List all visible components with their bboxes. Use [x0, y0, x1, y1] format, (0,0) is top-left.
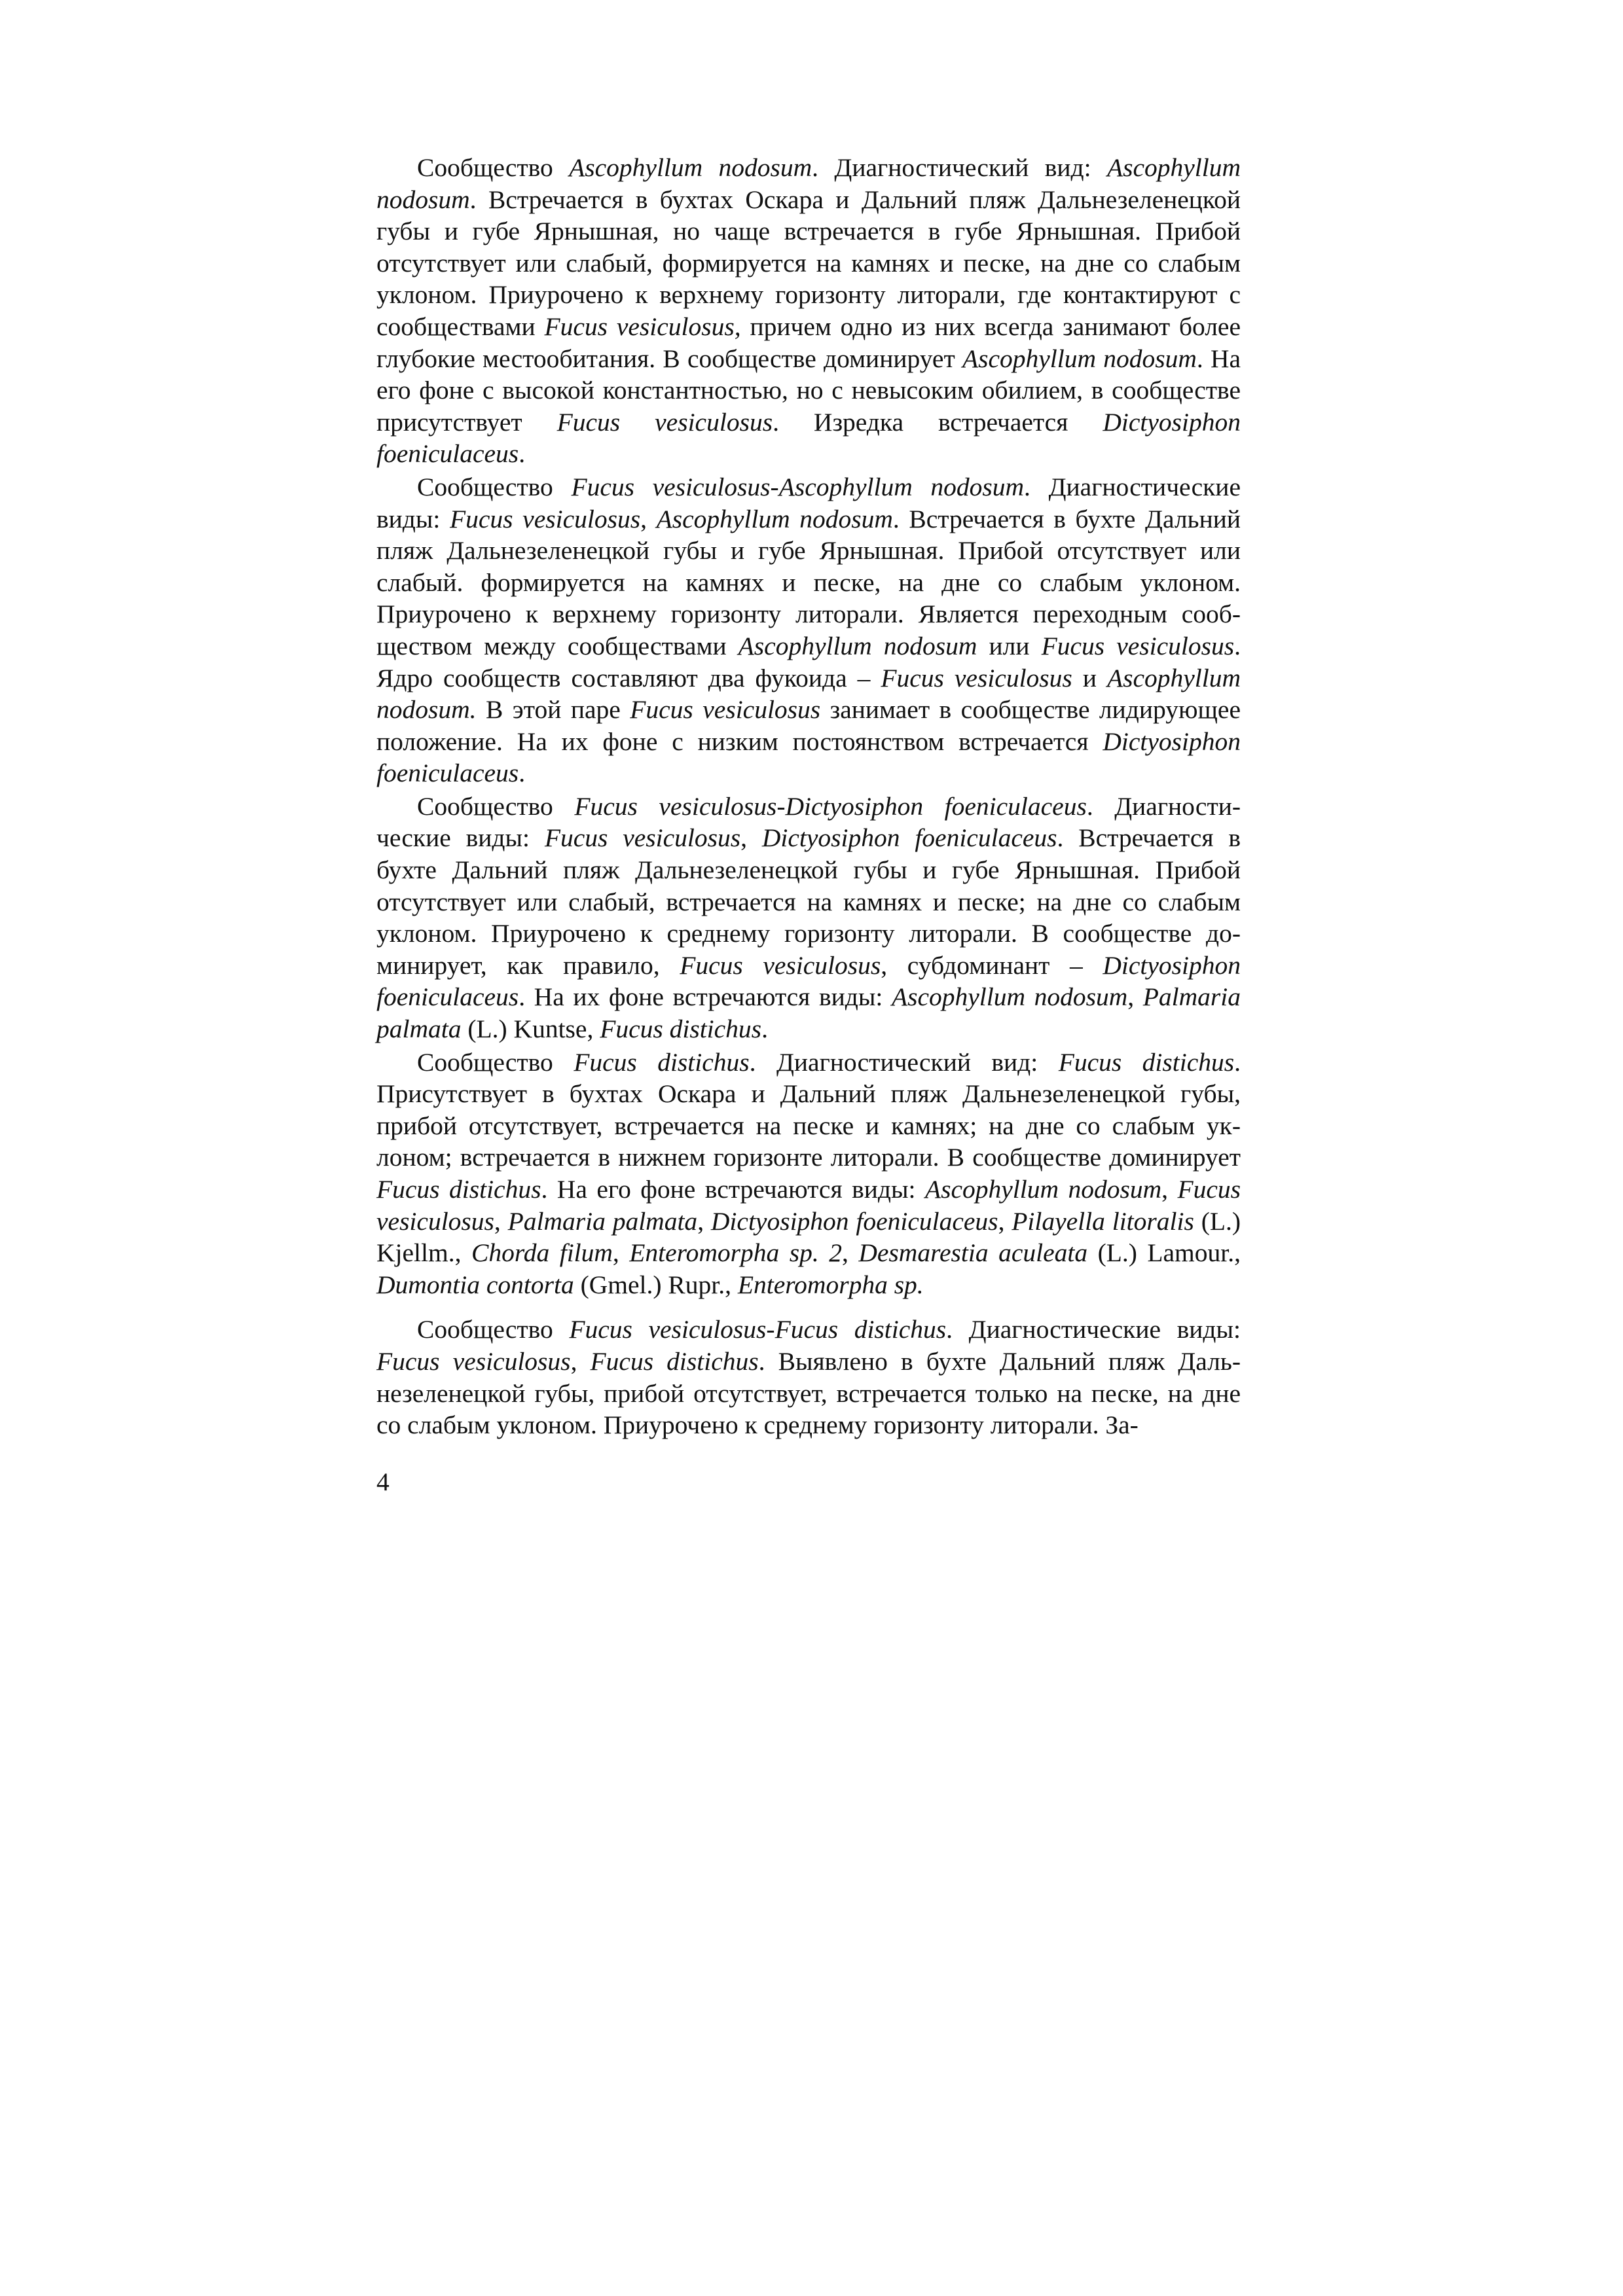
text-run: Сообщество — [417, 1315, 570, 1344]
text-run: (L.) Lamour., — [1087, 1238, 1241, 1268]
species-name: Dictyosiphon foeniculaceus — [376, 726, 1241, 788]
text-run: Сообщество — [417, 153, 570, 182]
text-run: причем одно из них всегда занимают более глубокие местообитания. В сообществе доминирует — [376, 312, 1241, 373]
species-name: Fucus distichus — [590, 1346, 759, 1376]
species-name: Ascophyllum nodosum. — [376, 663, 1241, 725]
text-run: , — [494, 1206, 508, 1236]
text-run: . Встречается в бухте Дальний пляж Дальнезеленецкой губы и губе Ярнышная. Прибой отсутствует или слабый. формируется на камнях и песке, на дне со слабым уклоном. Приурочено к верхнему горизонту литорали. Является переходным сообществом между сообществами — [376, 504, 1241, 660]
text-run: . — [519, 439, 526, 469]
text-run: . Встречается в бухте Дальний пляж Дальнезеленецкой губы и губе Ярнышная. Прибой отсутствует или слабый, встречается на камнях и песке; на дне со слабым уклоном. Приурочено к среднему горизонту литорали. В сообществе доминирует, как правило, — [376, 823, 1241, 980]
text-run: , — [612, 1238, 630, 1268]
species-name: Chorda filum — [471, 1238, 613, 1268]
text-run: . Диагностический вид: — [749, 1047, 1059, 1077]
species-name: Fucus vesiculosus-Dictyosiphon foeniculaceus — [574, 791, 1087, 821]
species-name: Fucus vesiculosus — [630, 695, 821, 725]
species-name: Ascophyllum nodosum — [569, 153, 812, 182]
text-run: , субдоминант – — [881, 950, 1103, 980]
species-name: Dumontia contorta — [376, 1270, 574, 1299]
text-run: В этой паре — [476, 695, 630, 725]
text-run: . Диагностические виды: — [376, 791, 1241, 853]
species-name: Pilayella litoralis — [1012, 1206, 1194, 1236]
species-name: Fucus vesiculosus — [1041, 631, 1235, 660]
text-run: . На его фоне встречаются виды: — [541, 1175, 925, 1204]
text-run: Сообщество — [417, 472, 572, 501]
text-run: . — [761, 1014, 768, 1044]
text-run: . Выявлено в бухте Дальний пляж Дальнезеленецкой губы, прибой отсутствует, встречается только на песке, на дне со слабым уклоном. Приурочено к среднему горизонту литорали. За- — [376, 1346, 1241, 1440]
text-run: . Встречается в бухтах Оскара и Дальний пляж Дальнезеленецкой губы и губе Ярнышная, но чаще встречается в губе Ярнышная. Прибой отсутствует или слабый, формируется на камнях и песке, на дне со слабым уклоном. Приурочено к верхнему горизонту литорали, где контактируют с сообществами — [376, 185, 1241, 341]
text-run: , — [570, 1346, 591, 1376]
species-name: Enteromorpha sp. — [737, 1270, 924, 1299]
text-run: (Gmel.) Rupr., — [574, 1270, 738, 1299]
species-name: Dictyosiphon foeniculaceus — [710, 1206, 998, 1236]
species-name: Fucus distichus — [376, 1175, 541, 1204]
species-name: Ascophyllum nodosum — [376, 153, 1241, 214]
text-run: , — [1161, 1175, 1178, 1204]
species-name: Ascophyllum nodosum — [891, 982, 1128, 1012]
paragraph-fucus-vesiculosus-distichus — [376, 1314, 1241, 1441]
species-name: Fucus distichus — [574, 1047, 750, 1077]
species-name: Fucus distichus — [1058, 1047, 1235, 1077]
species-name: Fucus vesiculosus-Ascophyllum nodosum — [571, 472, 1025, 501]
species-name: Fucus vesiculosus — [680, 950, 881, 980]
species-name: Fucus vesiculosus — [376, 1346, 571, 1376]
species-name: Dictyosiphon foeniculaceus — [761, 823, 1057, 853]
text-run: . Диагностические виды: — [946, 1315, 1241, 1344]
text-run: и — [1072, 663, 1107, 692]
text-run: или — [977, 631, 1042, 660]
text-run: , — [1127, 982, 1143, 1012]
species-name: Ascophyllum nodosum — [924, 1175, 1162, 1204]
paragraph-fucus-distichus — [376, 1047, 1241, 1301]
species-name: Enteromorpha sp. 2 — [629, 1238, 842, 1268]
text-run: , — [841, 1238, 859, 1268]
text-run: Сообщество — [417, 791, 575, 821]
species-name: Fucus vesiculosus — [450, 504, 641, 533]
species-name: Ascophyllum nodosum — [962, 344, 1197, 373]
species-name: Dictyosiphon foeniculaceus — [376, 950, 1241, 1012]
paragraph-ascophyllum-nodosum — [376, 152, 1241, 470]
species-name: Fucus vesiculosus — [544, 823, 741, 853]
text-run: . Диагностический вид: — [812, 153, 1107, 182]
species-name: Fucus vesiculosus, — [544, 312, 741, 341]
species-name: Fucus vesiculosus — [376, 1175, 1241, 1236]
species-name: Fucus distichus — [600, 1014, 762, 1044]
text-run: . На его фоне с высокой константностью, но с невысоким обилием, в сообществе присутствует — [376, 344, 1241, 437]
text-run: . — [519, 759, 526, 788]
paragraph-fucus-vesiculosus-dictyosiphon — [376, 791, 1241, 1045]
text-run: . На их фоне встречаются виды: — [519, 982, 892, 1012]
species-name: Fucus vesiculosus — [881, 663, 1072, 692]
text-run: Сообщество — [417, 1047, 574, 1077]
species-name: Desmarestia aculeata — [858, 1238, 1088, 1268]
page-number: 4 — [376, 1467, 390, 1496]
species-name: Dictyosiphon foeniculaceus — [376, 407, 1241, 469]
text-run: , — [998, 1206, 1012, 1236]
text-run: , — [740, 823, 762, 853]
text-run: . Диагностические виды: — [376, 472, 1241, 533]
species-name: Palmaria palmata — [376, 982, 1241, 1044]
text-run: (L.) Kuntse, — [461, 1014, 600, 1044]
text-run: , — [640, 504, 657, 533]
text-run: , — [697, 1206, 711, 1236]
paragraph-fucus-vesiculosus-ascophyllum — [376, 471, 1241, 789]
text-run: (L.) Kjellm., — [376, 1206, 1241, 1268]
species-name: Fucus vesiculosus-Fucus distichus — [569, 1315, 947, 1344]
text-run: занимает в сообществе лидирующее положение. На их фоне с низким постоянством встречается — [376, 695, 1241, 756]
species-name: Ascophyllum nodosum — [656, 504, 893, 533]
text-run: . Присутствует в бухтах Оскара и Дальний пляж Дальнезеленецкой губы, прибой отсутствует, встречается на песке и камнях; на дне со слабым уклоном; встречается в нижнем горизонте литорали. В сообществе доминирует — [376, 1047, 1241, 1172]
text-run: . Изредка встречается — [773, 407, 1103, 437]
body-text — [376, 152, 1241, 1441]
species-name: Ascophyllum nodosum — [738, 631, 977, 660]
species-name: Fucus vesiculosus — [556, 407, 773, 437]
text-run: . Ядро сообществ составляют два фукоида – — [376, 631, 1241, 692]
species-name: Palmaria palmata — [507, 1206, 698, 1236]
